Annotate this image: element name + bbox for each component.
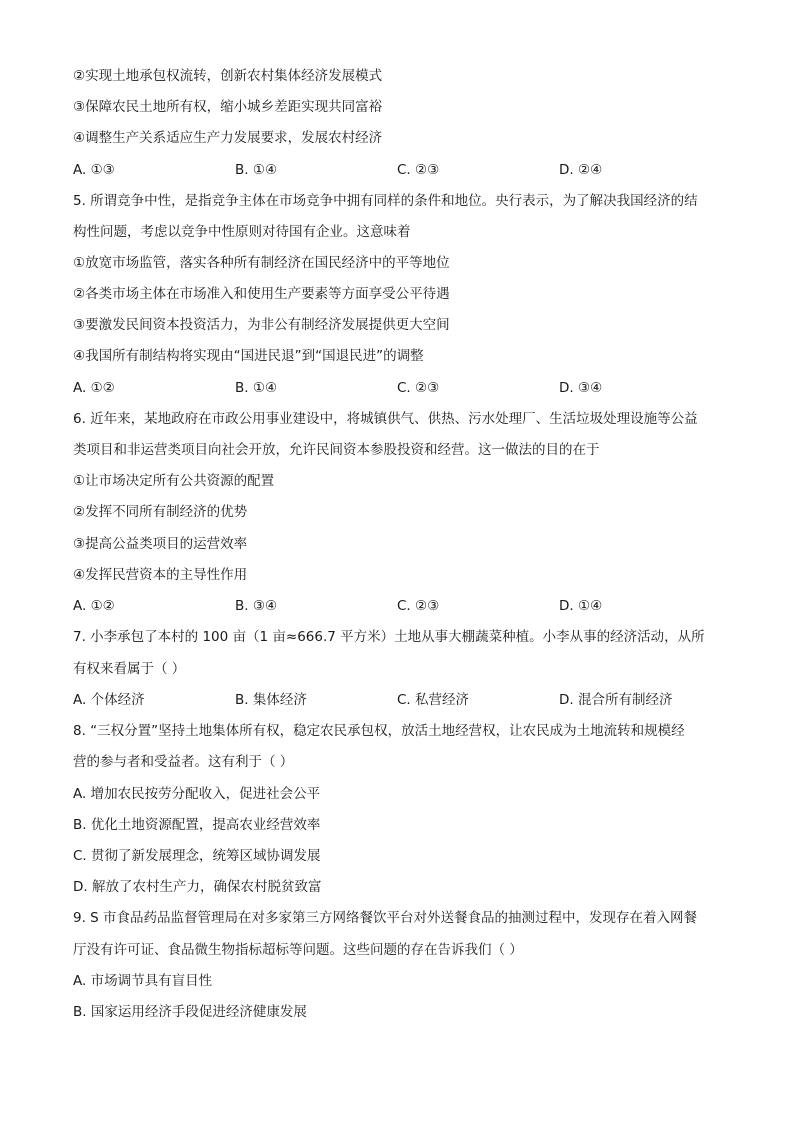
- q5-stem-line-1: 5. 所谓竞争中性，是指竞争主体在市场竞争中拥有同样的条件和地位。央行表示，为了解决我国经济的结: [73, 193, 698, 209]
- q6-statement-2: ②发挥不同所有制经济的优势: [73, 504, 248, 520]
- q9-stem-line-2: 厅没有许可证、食品微生物指标超标等问题。这些问题的存在告诉我们（ ）: [73, 942, 523, 958]
- q9-option-a: A. 市场调节具有盲目性: [73, 973, 213, 989]
- q9-stem-line-1: 9. S 市食品药品监督管理局在对多家第三方网络餐饮平台对外送餐食品的抽测过程中，发现存在着入网餐: [73, 910, 698, 926]
- q6-options: [73, 596, 733, 616]
- q8-option-c: C. 贯彻了新发展理念，统筹区域协调发展: [73, 848, 321, 864]
- q6-option-b: B. ③④: [235, 598, 278, 614]
- q5-option-d: D. ③④: [559, 380, 603, 396]
- q5-options: [73, 378, 733, 398]
- q4-option-d: D. ②④: [559, 162, 603, 178]
- q5-statement-1: ①放宽市场监管，落实各种所有制经济在国民经济中的平等地位: [73, 255, 450, 271]
- q4-option-b: B. ①④: [235, 162, 278, 178]
- q5-statement-3: ③要激发民间资本投资活力，为非公有制经济发展提供更大空间: [73, 317, 450, 333]
- q9-option-b: B. 国家运用经济手段促进经济健康发展: [73, 1004, 307, 1020]
- q6-stem-line-2: 类项目和非运营类项目向社会开放，允许民间资本参股投资和经营。这一做法的目的在于: [73, 442, 600, 458]
- q5-statement-4: ④我国所有制结构将实现由“国进民退”到“国退民进”的调整: [73, 348, 424, 364]
- q4-statement-3: ③保障农民土地所有权，缩小城乡差距实现共同富裕: [73, 99, 383, 115]
- q7-option-a: A. 个体经济: [73, 692, 145, 708]
- q8-option-a: A. 增加农民按劳分配收入，促进社会公平: [73, 786, 321, 802]
- q5-statement-2: ②各类市场主体在市场准入和使用生产要素等方面享受公平待遇: [73, 286, 450, 302]
- q8-stem-line-2: 营的参与者和受益者。这有利于（ ）: [73, 754, 294, 770]
- q7-option-c: C. 私营经济: [397, 692, 470, 708]
- q6-statement-1: ①让市场决定所有公共资源的配置: [73, 473, 275, 489]
- q5-option-b: B. ①④: [235, 380, 278, 396]
- q5-stem-line-2: 构性问题，考虑以竞争中性原则对待国有企业。这意味着: [73, 224, 411, 240]
- q4-statement-4: ④调整生产关系适应生产力发展要求，发展农村经济: [73, 130, 383, 146]
- q6-option-d: D. ①④: [559, 598, 603, 614]
- q4-options: [73, 160, 733, 180]
- q5-option-c: C. ②③: [397, 380, 440, 396]
- q7-stem-line-2: 有权来看属于（ ）: [73, 661, 186, 677]
- q7-options: [73, 690, 733, 710]
- q6-option-c: C. ②③: [397, 598, 440, 614]
- q6-statement-3: ③提高公益类项目的运营效率: [73, 536, 248, 552]
- q7-option-b: B. 集体经济: [235, 692, 307, 708]
- q6-stem-line-1: 6. 近年来，某地政府在市政公用事业建设中，将城镇供气、供热、污水处理厂、生活垃圾处理设施等公益: [73, 411, 698, 427]
- q4-option-c: C. ②③: [397, 162, 440, 178]
- q7-stem-line-1: 7. 小李承包了本村的 100 亩（1 亩≈666.7 平方米）土地从事大棚蔬菜种植。小李从事的经济活动，从所: [73, 629, 705, 645]
- q8-option-b: B. 优化土地资源配置，提高农业经营效率: [73, 817, 321, 833]
- q7-option-d: D. 混合所有制经济: [559, 692, 673, 708]
- q8-option-d: D. 解放了农村生产力，确保农村脱贫致富: [73, 879, 322, 895]
- q4-statement-2: ②实现土地承包权流转，创新农村集体经济发展模式: [73, 68, 383, 84]
- q8-stem-line-1: 8. “三权分置”坚持土地集体所有权，稳定农民承包权，放活土地经营权，让农民成为土地流转和规模经: [73, 723, 685, 739]
- q4-option-a: A. ①③: [73, 162, 115, 178]
- q6-option-a: A. ①②: [73, 598, 115, 614]
- q5-option-a: A. ①②: [73, 380, 115, 396]
- q6-statement-4: ④发挥民营资本的主导性作用: [73, 567, 248, 583]
